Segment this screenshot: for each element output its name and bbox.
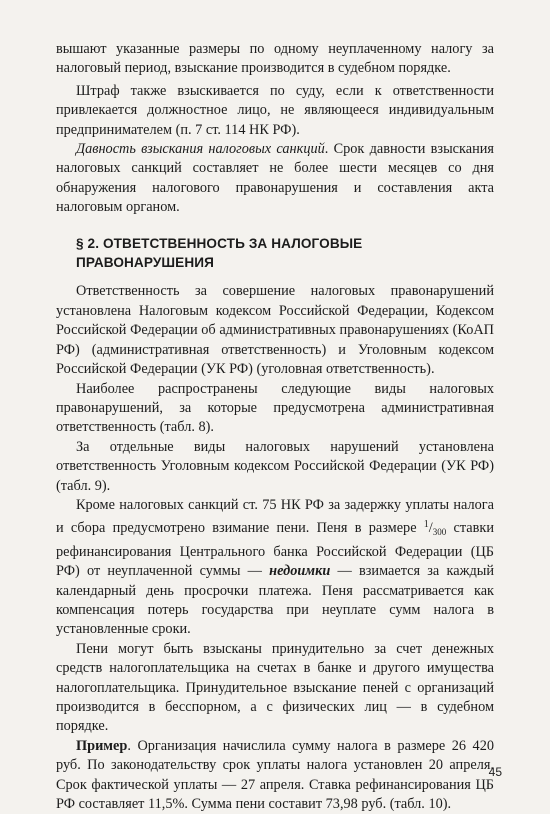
paragraph-criminal: За отдельные виды налоговых нарушений установлена ответственность Уголовным кодексом Российской Федерации (УК РФ) (табл. 9). [56,438,494,494]
penalty-text-1: Кроме налоговых санкций ст. 75 НК РФ за задержку уплаты налога и сбора предусмотрено взимание пени. Пеня в размере [56,496,494,537]
penalty-text-3: — взимается за каждый календарный день просрочки платежа. Пеня рассматривается как компенсация потерь государства при неуплате сумм налога в установленные сроки. [56,563,494,638]
penalty-text-2: ставки рефинансирования Центрального банка Российской Федерации (ЦБ РФ) от неуплаченной суммы — [56,520,494,580]
penalty-italic-term: недоимки [269,563,331,580]
example-label: Пример [76,737,128,754]
paragraph-penalty [56,496,494,640]
prescription-label: Давность взыскания налоговых санкций [76,141,325,158]
fraction-denominator: 300 [432,527,447,538]
section-title: § 2. ОТВЕТСТВЕННОСТЬ ЗА НАЛОГОВЫЕ ПРАВОНАРУШЕНИЯ [76,235,363,271]
fraction-numerator: 1 [423,519,429,531]
paragraph-prescription [56,140,494,218]
paragraph-collection: Пени могут быть взысканы принудительно за счет денежных средств налогоплательщика на счетах в банке и другого имущества налогоплательщика. Принудительное взыскание пеней с организаций производится в бесспорном, а с физических лиц — в судебном порядке. [56,640,494,735]
page-number: 45 [488,765,502,779]
paragraph-fine: Штраф также взыскивается по суду, если к ответственности привлекается должностное лицо, не являющееся индивидуальным предпринимателем (п. 7 ст. 114 НК РФ). [56,82,494,138]
paragraph-common-violations: Наиболее распространены следующие виды налоговых правонарушений, за которые предусмотрена административная ответственность (табл. 8). [56,380,494,436]
page-body [56,40,494,814]
prescription-text: . Срок давности взыскания налоговых санкций составляет не более шести месяцев со дня обнаружения налогового правонарушения и составления акта налоговым органом. [56,141,494,216]
paragraph-responsibility: Ответственность за совершение налоговых правонарушений установлена Налоговым кодексом Российской Федерации, Кодексом Российской Федерации об административных правонарушениях (КоАП РФ) (административная ответственность) и Уголовным кодексом Российской Федерации (УК РФ) (уголовная ответственность). [56,283,494,378]
paragraph-intro-continuation: вышают указанные размеры по одному неуплаченному налогу за налоговый период, взыскание производится в судебном порядке. [56,41,494,77]
paragraph-example [56,737,494,814]
fraction: $^1/_{300}$ [423,519,447,538]
example-text: . Организация начислила сумму налога в размере 26 420 руб. По законодательству срок уплаты налога установлен 20 апреля. Срок фактической уплаты — 27 апреля. Ставка рефинансирования ЦБ РФ составляет 11,5%. Сумма пени составит 73,98 руб. (табл. 10). [56,737,494,813]
